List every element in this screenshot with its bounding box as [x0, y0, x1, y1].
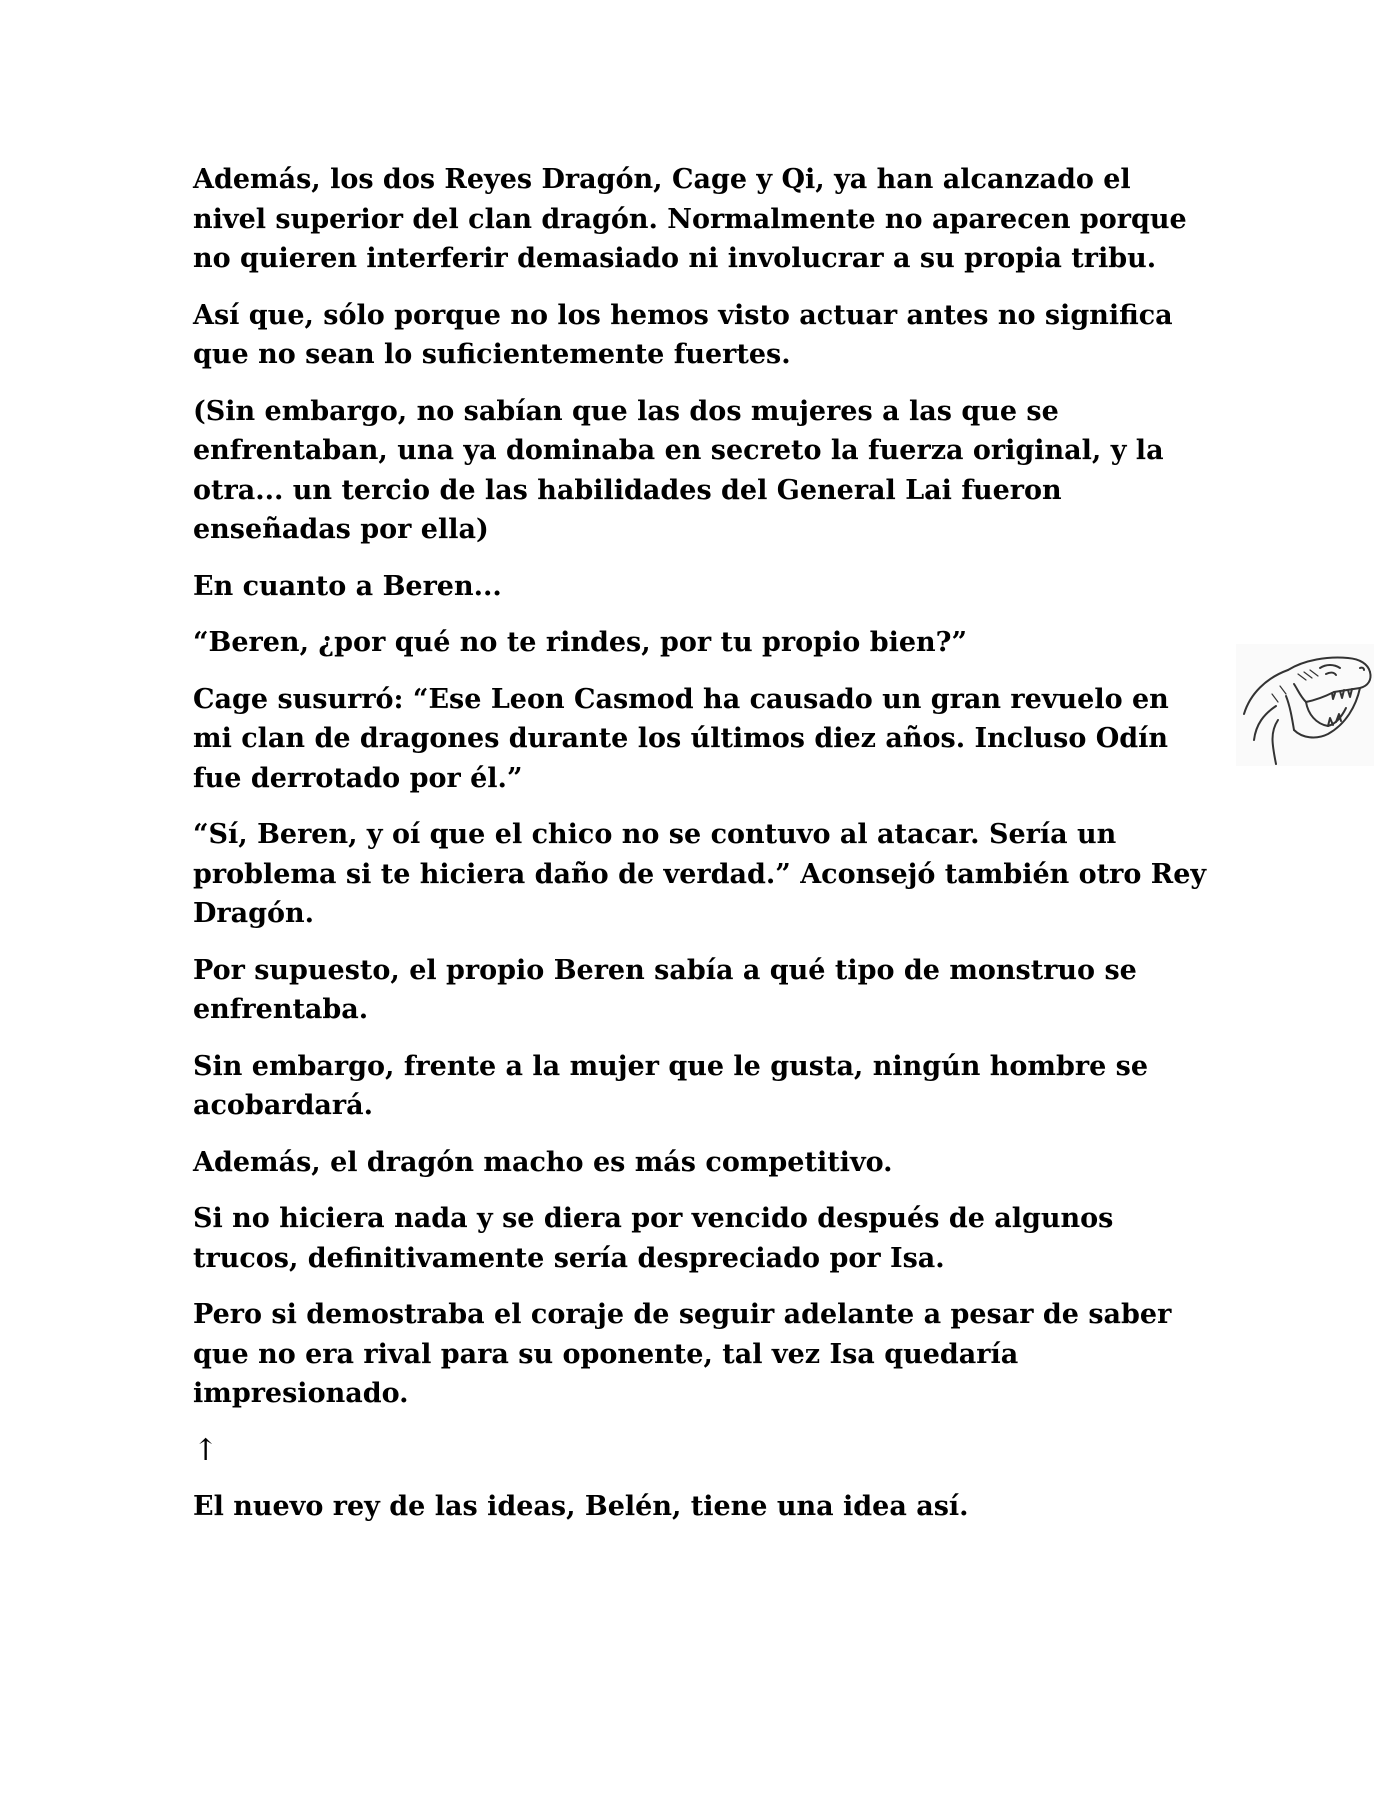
- up-arrow-icon: ↑: [193, 1432, 219, 1468]
- paragraph-7: “Sí, Beren, y oí que el chico no se contuvo al atacar. Sería un problema si te hiciera daño de verdad.” Aconsejó también otro Rey Dragón.: [193, 819, 1207, 929]
- paragraph-6: Cage susurró: “Ese Leon Casmod ha causado un gran revuelo en mi clan de dragones durante los últimos diez años. Incluso Odín fue derrotado por él.”: [193, 683, 1169, 794]
- paragraph-9: Sin embargo, frente a la mujer que le gusta, ningún hombre se acobardará.: [193, 1050, 1149, 1121]
- dragon-head-icon: [1236, 644, 1374, 766]
- paragraph-4: En cuanto a Beren...: [193, 570, 502, 602]
- paragraph-5: “Beren, ¿por qué no te rindes, por tu propio bien?”: [193, 627, 968, 658]
- paragraph-11: Si no hiciera nada y se diera por vencido después de algunos trucos, definitivamente sería despreciado por Isa.: [193, 1203, 1114, 1274]
- final-paragraph: El nuevo rey de las ideas, Belén, tiene una idea así.: [193, 1491, 969, 1522]
- paragraph-10: Además, el dragón macho es más competitivo.: [193, 1146, 893, 1178]
- paragraph-12: Pero si demostraba el coraje de seguir adelante a pesar de saber que no era rival para su oponente, tal vez Isa quedaría impresionado.: [193, 1299, 1172, 1409]
- paragraph-2: Así que, sólo porque no los hemos visto actuar antes no significa que no sean lo suficientemente fuertes.: [193, 299, 1173, 370]
- paragraph-3: (Sin embargo, no sabían que las dos mujeres a las que se enfrentaban, una ya dominaba en secreto la fuerza original, y la otra... un tercio de las habilidades del General Lai fueron enseñadas por ella): [193, 395, 1164, 545]
- paragraph-1: Además, los dos Reyes Dragón, Cage y Qi, ya han alcanzado el nivel superior del clan dragón. Normalmente no aparecen porque no quieren interferir demasiado ni involucrar a su propia tribu.: [193, 164, 1187, 274]
- paragraph-8: Por supuesto, el propio Beren sabía a qué tipo de monstruo se enfrentaba.: [193, 954, 1137, 1025]
- text-column: [193, 160, 1213, 1544]
